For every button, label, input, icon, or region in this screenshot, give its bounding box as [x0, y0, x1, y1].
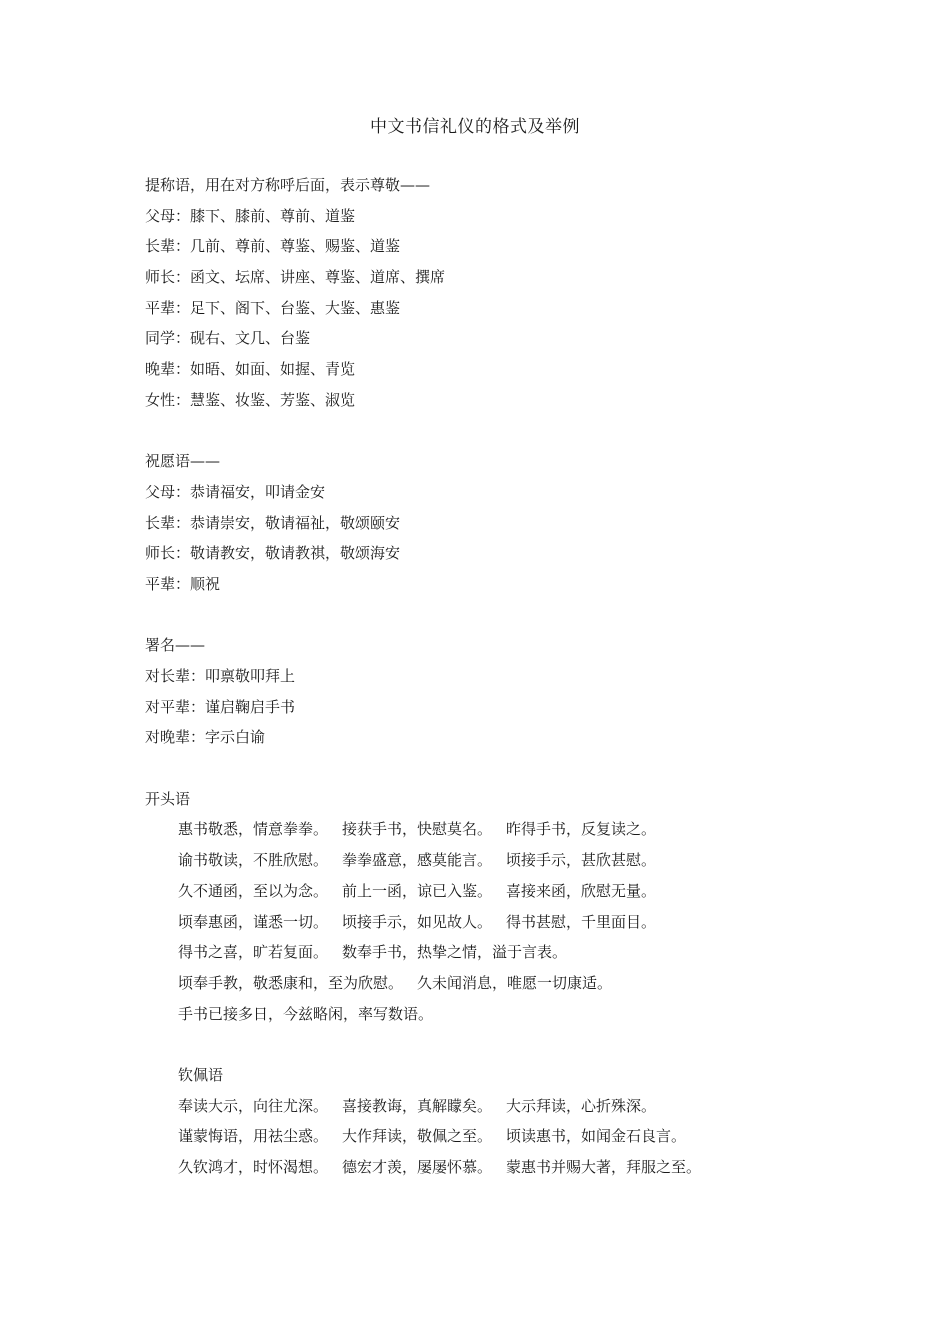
text-line: 晚辈：如晤、如面、如握、青览 [145, 360, 356, 379]
spacer [145, 416, 865, 447]
phrase-row [145, 845, 865, 876]
phrase: 昨得手书，反复读之。 [506, 820, 657, 839]
phrase: 大作拜读，敬佩之至。 [342, 1127, 493, 1146]
phrase: 拳拳盛意，感莫能言。 [342, 851, 493, 870]
text-line: 对长辈：叩禀敬叩拜上 [145, 667, 296, 685]
text-line: 对晚辈：字示白谕 [145, 728, 266, 747]
phrase: 顷接手示，甚欣甚慰。 [506, 851, 657, 870]
text-line: 女性：慧鉴、妆鉴、芳鉴、淑览 [145, 390, 356, 409]
phrase: 德宏才羡，屡屡怀慕。 [342, 1158, 493, 1176]
phrase: 数奉手书，热挚之情，溢于言表。 [342, 943, 568, 962]
text-line: 长辈：几前、尊前、尊鉴、赐鉴、道鉴 [145, 237, 401, 256]
phrase-row [145, 907, 865, 938]
text-line: 同学：砚右、文几、台鉴 [145, 329, 311, 348]
phrase: 惠书敬悉，情意拳拳。 [178, 820, 329, 839]
phrase: 顷接手示，如见故人。 [342, 912, 493, 931]
text-line: 平辈：顺祝 [145, 574, 221, 593]
spacer [145, 600, 865, 631]
text-line: 父母：恭请福安，叩请金安 [145, 482, 326, 501]
phrase: 谨蒙悔语，用祛尘惑。 [178, 1127, 329, 1146]
spacer [145, 1029, 865, 1060]
text-line: 长辈：恭请崇安，敬请福祉，敬颂颐安 [145, 513, 401, 532]
phrase: 久钦鸿才，时怀渴想。 [178, 1158, 329, 1176]
phrase: 大示拜读，心折殊深。 [506, 1096, 657, 1115]
phrase-row [145, 1152, 865, 1183]
section-heading: 署名—— [145, 636, 206, 655]
phrase: 奉读大示，向往尤深。 [178, 1096, 329, 1115]
phrase: 前上一函，谅已入鉴。 [342, 881, 493, 900]
phrase: 喜接教诲，真解矇矣。 [342, 1096, 493, 1115]
phrase-row [145, 1121, 865, 1152]
document-title: 中文书信礼仪的格式及举例 [370, 117, 580, 137]
phrase: 得书之喜，旷若复面。 [178, 943, 329, 962]
text-line: 对平辈：谨启鞠启手书 [145, 697, 296, 716]
phrase-row [145, 814, 865, 845]
section-heading: 钦佩语 [178, 1065, 224, 1084]
phrase-row [145, 876, 865, 907]
phrase: 喜接来函，欣慰无量。 [506, 881, 657, 900]
phrase: 谕书敬读，不胜欣慰。 [178, 851, 329, 870]
phrase: 得书甚慰，千里面目。 [506, 912, 657, 931]
text-line: 平辈：足下、阁下、台鉴、大鉴、惠鉴 [145, 298, 401, 317]
phrase: 久不通函，至以为念。 [178, 881, 329, 900]
text-line: 父母：膝下、膝前、尊前、道鉴 [145, 206, 356, 225]
section-tichengyu [145, 170, 865, 416]
section-qinpeiyu [145, 1060, 865, 1183]
phrase-row [145, 968, 865, 999]
phrase-row [145, 1091, 865, 1122]
document-body [145, 170, 865, 1183]
phrase: 久未闻消息，唯愿一切康适。 [417, 973, 613, 992]
section-zhuyuanyu [145, 446, 865, 599]
phrase: 接获手书，快慰莫名。 [342, 820, 493, 839]
spacer [145, 753, 865, 784]
phrase: 蒙惠书并赐大著，拜服之至。 [506, 1158, 702, 1176]
phrase-row [145, 937, 865, 968]
phrase: 手书已接多日，今兹略闲，率写数语。 [178, 1004, 434, 1023]
section-heading: 祝愿语—— [145, 452, 221, 471]
phrase: 顷读惠书，如闻金石良言。 [506, 1127, 687, 1146]
section-kaitouyu [145, 784, 865, 1030]
section-shuming [145, 630, 865, 753]
phrase-row [145, 999, 865, 1030]
text-line: 师长：函文、坛席、讲座、尊鉴、道席、撰席 [145, 268, 446, 287]
phrase: 顷奉惠函，谨悉一切。 [178, 912, 329, 931]
text-line: 师长：敬请教安，敬请教祺，敬颂海安 [145, 544, 401, 563]
phrase: 顷奉手教，敬悉康和，至为欣慰。 [178, 973, 404, 992]
section-heading: 开头语 [145, 789, 191, 808]
section-heading: 提称语，用在对方称呼后面，表示尊敬—— [145, 176, 431, 194]
